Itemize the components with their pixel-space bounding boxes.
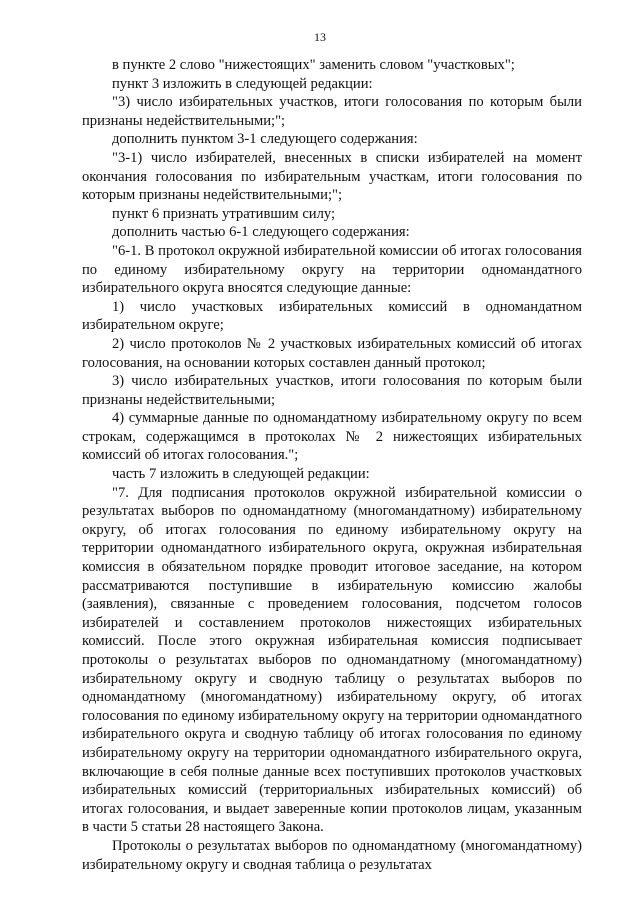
- paragraph: 2) число протоколов № 2 участковых избирательных комиссий об итогах голосования, на основании которых составлен данный протокол;: [82, 335, 582, 371]
- paragraph: пункт 3 изложить в следующей редакции:: [112, 75, 373, 92]
- paragraph: 3) число избирательных участков, итоги голосования по которым были признаны недействительными;: [82, 373, 582, 408]
- paragraph: "3-1) число избирателей, внесенных в списки избирателей на момент окончания голосования по избирательным участкам, итоги голосования по которым признаны недействительными;";: [82, 149, 582, 204]
- paragraph: 1) число участковых избирательных комиссий в одномандатном избирательном округе;: [82, 298, 582, 334]
- paragraph: часть 7 изложить в следующей редакции:: [112, 466, 370, 483]
- document-body: [82, 56, 582, 874]
- page-number: 13: [314, 30, 326, 44]
- paragraph: "3) число избирательных участков, итоги голосования по которым были признаны недействительными;";: [82, 94, 582, 129]
- paragraph: Протоколы о результатах выборов по одномандатному (многомандатному) избирательному округу и сводная таблица о результатах: [82, 837, 582, 873]
- paragraph: пункт 6 признать утратившим силу;: [112, 205, 336, 222]
- paragraph: в пункте 2 слово "нижестоящих" заменить словом "участковых";: [112, 57, 515, 73]
- paragraph: дополнить частью 6-1 следующего содержания:: [112, 224, 410, 241]
- paragraph: 4) суммарные данные по одномандатному избирательному округу по всем строкам, содержащимся в протоколах № 2 нижестоящих избирательных комиссий об итогах голосования.";: [82, 410, 582, 464]
- paragraph: дополнить пунктом 3-1 следующего содержания:: [112, 131, 418, 148]
- paragraph: "6-1. В протокол окружной избирательной комиссии об итогах голосования по единому избирательному округу на территории одномандатного избирательного округа вносятся следующие данные:: [82, 242, 582, 297]
- paragraph: "7. Для подписания протоколов окружной избирательной комиссии о результатах выборов по одномандатному (многомандатному) избирательному округу, об итогах голосования по единому избирательному округу на территории одномандатного избирательного округа, окружная избирательная комиссия в обязательном порядке проводит итоговое заседание, на котором рассматриваются поступившие в избирательную комиссию жалобы (заявления), связанные с проведением голосования, подсчетом голосов избирателей и составлением протоколов нижестоящих избирательных комиссий. После этого окружная избирательная комиссия подписывает протоколы о результатах выборов по одномандатному (многомандатному) избирательному округу и сводную таблицу о результатах выборов по одномандатному (многомандатному) избирательному округу, об итогах голосования по единому избирательному округу на территории одномандатного избирательного округа и сводную таблицу об итогах голосования по единому избирательному округу на территории одномандатного избирательного округа, включающие в себя полные данные всех поступивших протоколов участковых избирательных комиссий (территориальных избирательных комиссий) об итогах голосования, и выдает заверенные копии протоколов лицам, указанным в части 5 статьи 28 настоящего Закона.: [82, 484, 582, 836]
